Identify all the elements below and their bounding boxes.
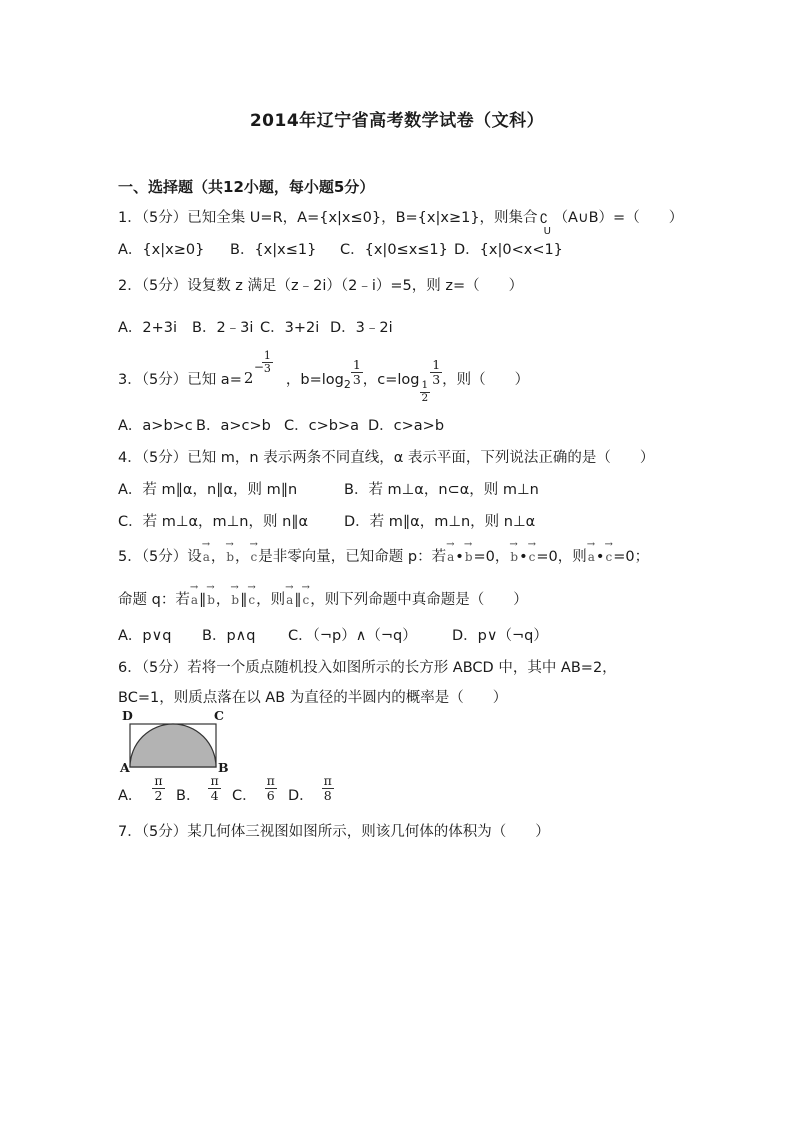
q3-a-power <box>242 349 286 392</box>
q5-option-a: A．p∨q <box>118 628 172 644</box>
pi-symbol: π <box>266 773 275 788</box>
vector-c: → c <box>303 593 310 607</box>
q1-stem-b: （A∪B）=（ ） <box>553 210 684 226</box>
q6-option-c-letter: C． <box>232 788 257 805</box>
q3-c-frac <box>430 358 442 387</box>
q3-a-exp-minus: − <box>253 360 264 374</box>
q2-option-d: D．3﹣2i <box>330 320 393 336</box>
equals-zero: =0 <box>536 549 558 565</box>
q1-stem-a: 1．（5分）已知全集 U=R，A={x|x≤0}，B={x|x≥1}，则集合 <box>118 210 538 226</box>
q5-line2-suffix: ，则下列命题中真命题是（ ） <box>310 592 528 608</box>
q3-c-num: 1 <box>432 357 441 372</box>
q3-a-base: 2 <box>243 369 254 387</box>
q3-c-prefix: ，c=log <box>362 372 420 389</box>
vector-a: → a <box>203 550 210 564</box>
q3-b-frac <box>351 358 363 387</box>
q6-option-a <box>118 774 165 803</box>
q4-option-b: B．若 m⊥α，n⊂α，则 m⊥n <box>344 482 539 498</box>
vector-c: → c <box>605 550 612 564</box>
q2-option-b: B．2﹣3i <box>192 320 254 336</box>
q6-option-d-den: 8 <box>323 787 332 803</box>
q5-prefix: 5．（5分）设 <box>118 549 202 565</box>
vector-b: → b <box>465 550 473 564</box>
question-6-line-2: BC=1，则质点落在以 AB 为直径的半圆内的概率是（ ） <box>118 690 508 706</box>
q6-option-c-frac <box>265 774 277 803</box>
complement-subscript: U <box>543 226 551 237</box>
q6-option-b-letter: B． <box>176 788 201 805</box>
q6-option-a-letter: A． <box>118 788 143 805</box>
q6-option-d <box>288 774 334 803</box>
q3-stem-suffix: ，则（ ） <box>442 372 530 389</box>
question-6-line-1: 6．（5分）若将一个质点随机投入如图所示的长方形 ABCD 中，其中 AB=2， <box>118 660 617 676</box>
question-3-stem <box>118 349 530 404</box>
q1-option-d: D．{x|0<x<1} <box>454 242 563 258</box>
q5-mid: 是非零向量，已知命题 p：若 <box>258 549 447 565</box>
q6-option-c <box>232 774 277 803</box>
q1-option-a: A．{x|x≥0} <box>118 242 205 258</box>
equals-zero: =0 <box>613 549 635 565</box>
parallel-symbol: ∥ <box>294 592 302 608</box>
page-title: 2014年辽宁省高考数学试卷（文科） <box>249 111 545 131</box>
question-5-line-1: 5．（5分）设→ a，→ b，→ c是非零向量，已知命题 p：若→ a•→ b=0，→ b•→ c=0，则→ a•→ c=0； <box>118 545 649 566</box>
vector-a: → a <box>191 593 198 607</box>
vector-a: → a <box>447 550 454 564</box>
q6-option-b-den: 4 <box>210 787 219 803</box>
q3-c-sub-num: 1 <box>421 379 429 392</box>
q6-option-a-frac <box>152 774 164 803</box>
q3-c-den: 3 <box>432 371 441 387</box>
q4-option-d: D．若 m∥α，m⊥n，则 n⊥α <box>344 514 536 530</box>
vector-a: → a <box>588 550 595 564</box>
shaded-semicircle <box>130 724 216 767</box>
q6-option-b <box>176 774 221 803</box>
pi-symbol: π <box>154 773 163 788</box>
pi-symbol: π <box>323 773 332 788</box>
q2-option-c: C．3+2i <box>260 320 320 336</box>
q3-c-sub-frac <box>420 380 431 404</box>
q3-option-b: B．a>c>b <box>196 418 271 434</box>
parallel-symbol: ∥ <box>198 592 207 608</box>
vector-c: → c <box>248 593 255 607</box>
q5-option-b: B．p∧q <box>202 628 256 644</box>
rectangle-semicircle-figure <box>118 708 238 776</box>
vertex-label-c: C <box>214 708 224 723</box>
q3-b-den: 3 <box>352 371 361 387</box>
pi-symbol: π <box>210 773 219 788</box>
q1-option-b: B．{x|x≤1} <box>230 242 317 258</box>
vector-b: → b <box>231 593 239 607</box>
dot-operator: • <box>595 549 605 565</box>
question-2-stem: 2．（5分）设复数 z 满足（z﹣2i）（2﹣i）=5，则 z=（ ） <box>118 278 524 294</box>
dot-operator: • <box>455 549 464 565</box>
vector-b: → b <box>510 550 518 564</box>
q4-option-c: C．若 m⊥α，m⊥n，则 n∥α <box>118 514 309 530</box>
q3-option-a: A．a>b>c <box>118 418 193 434</box>
q6-option-c-den: 6 <box>266 787 275 803</box>
q3-a-exponent <box>262 350 273 375</box>
q3-b-sub: 2 <box>343 378 351 392</box>
equals-zero: =0 <box>473 549 495 565</box>
vector-c: → c <box>251 550 258 564</box>
vertex-label-b: B <box>218 760 229 775</box>
q3-a-exp-num: 1 <box>263 349 271 362</box>
q5-option-c: C．（¬p）∧（¬q） <box>288 628 417 644</box>
then-word: ，则 <box>256 592 286 608</box>
dot-operator: • <box>519 549 528 565</box>
question-5-line-2: 命题 q：若→ a∥→ b，→ b∥→ c，则→ a∥→ c，则下列命题中真命题是（ ） <box>118 588 528 609</box>
q6-option-b-frac <box>208 774 220 803</box>
vector-b: → b <box>226 550 234 564</box>
q3-b-num: 1 <box>352 357 361 372</box>
q4-option-a: A．若 m∥α，n∥α，则 m∥n <box>118 482 298 498</box>
vertex-label-a: A <box>120 760 130 775</box>
q3-option-c: C．c>b>a <box>284 418 359 434</box>
q3-option-d: D．c>a>b <box>368 418 445 434</box>
q6-option-d-frac <box>322 774 334 803</box>
q3-c-sub-den: 2 <box>421 391 429 404</box>
complement-glyph: ∁ <box>539 212 548 227</box>
parallel-symbol: ∥ <box>240 592 248 608</box>
vector-a: → a <box>286 593 293 607</box>
q3-b-prefix: ，b=log <box>285 372 344 389</box>
q5-line2-prefix: 命题 q：若 <box>118 592 190 608</box>
question-1-stem <box>118 206 684 237</box>
question-7-stem: 7．（5分）某几何体三视图如图所示，则该几何体的体积为（ ） <box>118 824 550 840</box>
q3-a-exp-den: 3 <box>263 362 271 376</box>
vector-b: → b <box>207 593 215 607</box>
vertex-label-d: D <box>122 708 133 723</box>
vector-c: → c <box>529 550 536 564</box>
then-word: ，则 <box>557 549 587 565</box>
q6-option-a-den: 2 <box>154 787 163 803</box>
q3-stem-prefix: 3．（5分）已知 a= <box>118 372 242 389</box>
section-heading: 一、选择题（共12小题，每小题5分） <box>118 178 375 196</box>
question-4-stem: 4．（5分）已知 m，n 表示两条不同直线，α 表示平面，下列说法正确的是（ ） <box>118 450 655 466</box>
q6-option-d-letter: D． <box>288 788 314 805</box>
q2-option-a: A．2+3i <box>118 320 178 336</box>
q1-option-c: C．{x|0≤x≤1} <box>340 242 448 258</box>
q5-option-d: D．p∨（¬q） <box>452 628 548 644</box>
